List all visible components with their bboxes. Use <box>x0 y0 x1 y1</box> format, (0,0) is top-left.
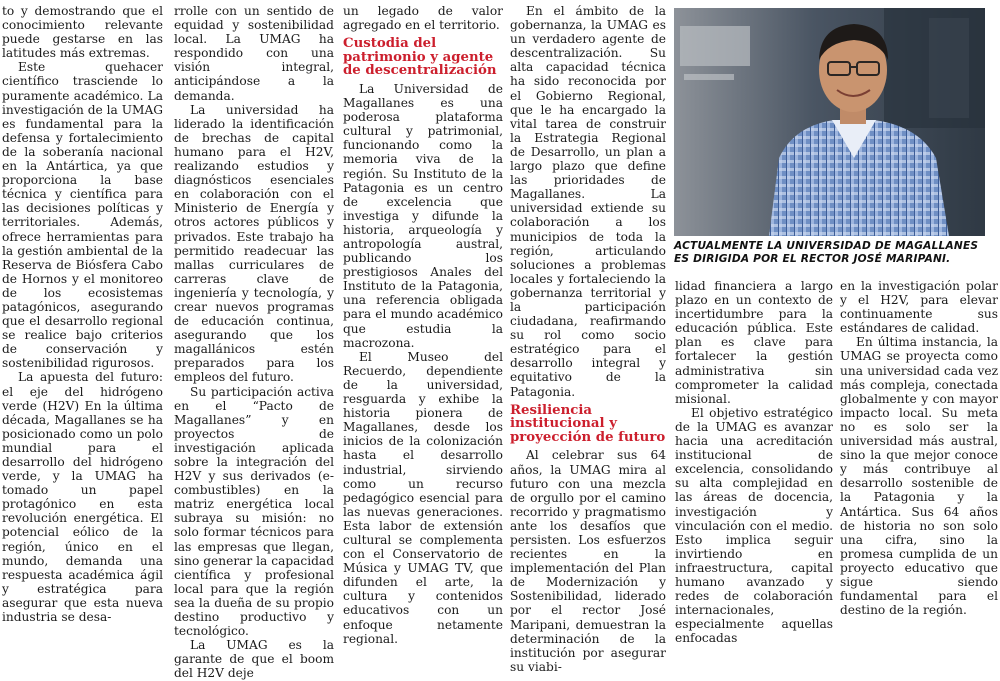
section-heading: Resiliencia institucional y proyección de futuro <box>510 402 666 445</box>
paragraph: Este quehacer científico trasciende lo puramente académico. La investigación de la UMAG es fundamental para la defensa y fortalecimiento de la soberanía nacional en la Antártica, ya que proporciona la base técnica y científica para las decisiones políticas y territoriales. Además, ofrece herramientas para la gestión ambiental de la Reserva de Biósfera Cabo de Hornos y el monitoreo de los ecosistemas patagónicos, asegurando que el desarrollo regional se realice bajo criterios de conservación y sostenibilidad rigurosos. <box>2 60 163 371</box>
paragraph: lidad financiera a largo plazo en un contexto de incertidumbre para la educación pública. Este plan es clave para fortalecer la gestión administrativa sin comprometer la calidad misional. <box>675 279 833 406</box>
photo-caption: ACTUALMENTE LA UNIVERSIDAD DE MAGALLANES ES DIRIGIDA POR EL RECTOR JOSÉ MARIPANI. <box>674 240 979 265</box>
paragraph: La apuesta del futuro: el eje del hidrógeno verde (H2V) En la última década, Magallanes se ha posicionado como un polo mundial para el desarrollo del hidrógeno verde, y la UMAG ha tomado un papel protagónico en esta revolución energética. El potencial eólico de la región, único en el mundo, demanda una respuesta académica ágil y estratégica para asegurar que esta nueva industria se desa- <box>2 370 163 625</box>
article-column-4 <box>510 4 666 674</box>
paragraph: La universidad ha liderado la identificación de brechas de capital humano para el H2V, realizando estudios y diagnósticos esenciales en colaboración con el Ministerio de Energía y otros actores públicos y privados. Este trabajo ha permitido readecuar las mallas curriculares de carreras clave de ingeniería y tecnología, y crear nuevos programas de educación continua, asegurando que los magallánicos estén preparados para los empleos del futuro. <box>174 102 334 385</box>
paragraph: un legado de valor agregado en el territorio. <box>343 4 503 33</box>
article-column-1 <box>2 4 163 625</box>
paragraph: Al celebrar sus 64 años, la UMAG mira al futuro con una mezcla de orgullo por el camino recorrido y pragmatismo ante los desafíos que persisten. Los esfuerzos recientes en la implementación del Plan de Modernización y Sostenibilidad, liderado por el rector José Maripani, demuestran la determinación de la institución por asegurar su viabi- <box>510 448 666 674</box>
paragraph: Su participación activa en el “Pacto de Magallanes” y en proyectos de investigación aplicada sobre la integración del H2V y sus derivados (e-combustibles) en la matriz energética local subraya su misión: no solo formar técnicos para las empresas que llegan, sino generar la capacidad científica y profesional local para que la región sea la dueña de su propio destino productivo y tecnológico. <box>174 384 334 639</box>
article-column-3 <box>343 4 503 646</box>
paragraph: rrolle con un sentido de equidad y sostenibilidad local. La UMAG ha respondido con una visión integral, anticipándose a la demanda. <box>174 4 334 103</box>
paragraph: El Museo del Recuerdo, dependiente de la universidad, resguarda y exhibe la historia pionera de Magallanes, desde los inicios de la colonización hasta el desarrollo industrial, sirviendo como un recurso pedagógico esencial para las nuevas generaciones. Esta labor de extensión cultural se complementa con el Conservatorio de Música y UMAG TV, que difunden el arte, la cultura y contenidos educativos con un enfoque netamente regional. <box>343 349 503 646</box>
portrait-illustration <box>674 8 985 236</box>
paragraph: El objetivo estratégico de la UMAG es avanzar hacia una acreditación institucional de excelencia, consolidando su alta complejidad en las áreas de docencia, investigación y vinculación con el medio. Esto implica seguir invirtiendo en infraestructura, capital humano avanzado y redes de colaboración internacionales, especialmente aquellas enfocadas <box>675 405 833 646</box>
rector-photo <box>674 8 985 236</box>
article-column-6 <box>840 279 998 618</box>
paragraph: En el ámbito de la gobernanza, la UMAG es un verdadero agente de descentralización. Su alta capacidad técnica ha sido reconocida por el Gobierno Regional, que le ha encargado la vital tarea de construir la Estrategia Regional de Desarrollo, un plan a largo plazo que define las prioridades de Magallanes. La universidad extiende su colaboración a los municipios de toda la región, articulando soluciones a problemas locales y fortaleciendo la gobernanza territorial y la participación ciudadana, reafirmando su rol como socio estratégico para el desarrollo integral y equitativo de la Patagonia. <box>510 4 666 399</box>
paragraph: to y demostrando que el conocimiento relevante puede gestarse en las latitudes más extremas. <box>2 4 163 61</box>
article-column-5 <box>675 279 833 646</box>
article-column-2 <box>174 4 334 681</box>
section-heading: Custodia del patrimonio y agente de descentralización <box>343 36 497 79</box>
paragraph: en la investigación polar y el H2V, para elevar continuamente sus estándares de calidad. <box>840 279 998 336</box>
paragraph: La Universidad de Magallanes es una poderosa plataforma cultural y patrimonial, funcionando como la memoria viva de la región. Su Instituto de la Patagonia es un centro de excelencia que investiga y difunde la historia, arqueología y antropología austral, publicando los prestigiosos Anales del Instituto de la Patagonia, una referencia obligada para el mundo académico que estudia la macrozona. <box>343 81 503 350</box>
paragraph: La UMAG es la garante de que el boom del H2V deje <box>174 638 334 681</box>
paragraph: En última instancia, la UMAG se proyecta como una universidad cada vez más compleja, conectada globalmente y con mayor impacto local. Su meta no es solo ser la universidad más austral, sino la que mejor conoce y más contribuye al desarrollo sostenible de la Patagonia y la Antártica. Sus 64 años de historia no son solo una cifra, sino la promesa cumplida de un proyecto educativo que sigue siendo fundamental para el destino de la región. <box>840 335 998 618</box>
